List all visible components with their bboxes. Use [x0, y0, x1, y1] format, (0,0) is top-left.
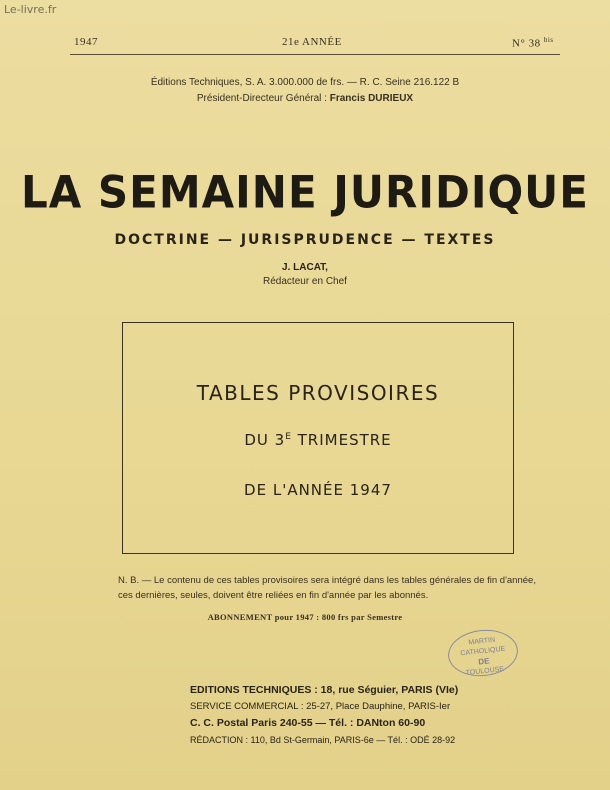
library-stamp — [446, 626, 520, 679]
header-edition-year: 21e ANNÉE — [282, 36, 342, 48]
box-quarter-sup: E — [285, 432, 292, 442]
title-box — [122, 322, 514, 554]
footer-address: EDITIONS TECHNIQUES : 18, rue Séguier, PARIS (VIe) — [190, 684, 459, 696]
stamp-line-2: DE — [477, 656, 490, 667]
footer-redaction: RÉDACTION : 110, Bd St-Germain, PARIS-6e — Tél. : ODÉ 28-92 — [190, 735, 456, 745]
masthead-title: LA SEMAINE JURIDIQUE — [21, 166, 589, 219]
header-year: 1947 — [74, 36, 98, 48]
box-quarter-suffix: TRIMESTRE — [291, 431, 392, 449]
issue-suffix: bis — [543, 36, 554, 44]
nb-note: N. B. — Le contenu de ces tables provisoires sera intégré dans les tables générales de fin d'année, ces dernières, seules, doivent être reliées en fin d'année par les abonnés. — [118, 575, 536, 601]
publisher-line: Éditions Techniques, S. A. 3.000.000 de frs. — R. C. Seine 216.122 B — [150, 77, 460, 88]
publisher-director-line — [0, 93, 610, 104]
header-rule — [70, 54, 560, 55]
director-name: Francis DURIEUX — [329, 93, 414, 104]
issue-number-text: N° 38 — [512, 37, 541, 50]
editor-name: J. LACAT, — [282, 262, 328, 273]
box-quarter — [123, 431, 513, 449]
header-issue-number — [512, 36, 554, 50]
subscription-line: ABONNEMENT pour 1947 : 800 frs par Semestre — [207, 612, 403, 622]
footer-postal: C. C. Postal Paris 240-55 — Tél. : DANton 60-90 — [190, 717, 426, 729]
stamp-line-3: TOULOUSE — [465, 665, 505, 677]
director-label: Président-Directeur Général : — [196, 93, 327, 104]
stamp-line-1: MARTIN CATHOLIQUE — [460, 636, 506, 658]
watermark-text: Le-livre.fr — [4, 3, 57, 16]
box-year: DE L'ANNÉE 1947 — [244, 481, 392, 499]
footer-commercial: SERVICE COMMERCIAL : 25-27, Place Dauphine, PARIS-Ier — [190, 701, 451, 712]
editor-role: Rédacteur en Chef — [263, 276, 347, 287]
masthead-subtitle: DOCTRINE — JURISPRUDENCE — TEXTES — [114, 232, 496, 248]
box-quarter-prefix: DU 3 — [244, 431, 286, 449]
box-title: TABLES PROVISOIRES — [196, 381, 440, 405]
